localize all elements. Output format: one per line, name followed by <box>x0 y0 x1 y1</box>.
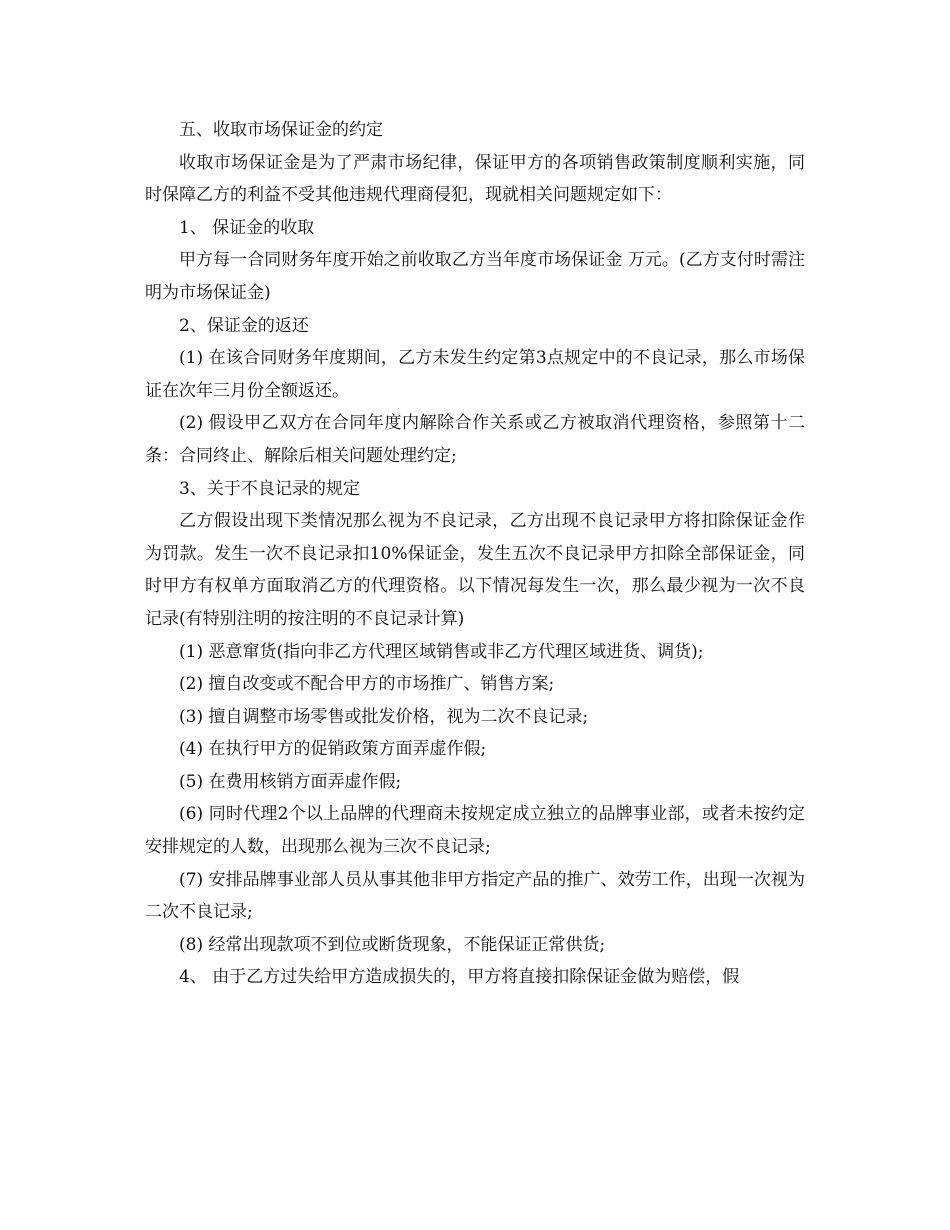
paragraph: 收取市场保证金是为了严肃市场纪律，保证甲方的各项销售政策制度顺利实施，同时保障乙方的利益不受其他违规代理商侵犯，现就相关问题规定如下： <box>145 152 805 206</box>
list-item: (1) 恶意窜货(指向非乙方代理区域销售或非乙方代理区域进货、调货); <box>179 641 704 662</box>
list-item: (8) 经常出现款项不到位或断货现象，不能保证正常供货; <box>179 934 606 955</box>
list-item: (2) 擅自改变或不配合甲方的市场推广、销售方案; <box>179 674 555 695</box>
subsection-heading: 3、关于不良记录的规定 <box>179 478 360 499</box>
subsection-heading: 2、保证金的返还 <box>179 315 309 336</box>
list-item: (4) 在执行甲方的促销政策方面弄虚作假; <box>179 739 487 760</box>
list-item: (1) 在该合同财务年度期间，乙方未发生约定第3点规定中的不良记录，那么市场保证在次年三月份全额返还。 <box>145 348 805 401</box>
list-item: (2) 假设甲乙双方在合同年度内解除合作关系或乙方被取消代理资格，参照第十二条：合同终止、解除后相关问题处理约定; <box>145 413 805 466</box>
subsection-heading: 4、 由于乙方过失给甲方造成损失的，甲方将直接扣除保证金做为赔偿，假 <box>179 967 740 988</box>
section-heading: 五、收取市场保证金的约定 <box>179 120 383 140</box>
list-item: (3) 擅自调整市场零售或批发价格，视为二次不良记录; <box>179 706 589 727</box>
list-item: (7) 安排品牌事业部人员从事其他非甲方指定产品的推广、效劳工作，出现一次视为二次不良记录; <box>145 869 805 923</box>
subsection-heading: 1、 保证金的收取 <box>179 217 315 238</box>
paragraph: 甲方每一合同财务年度开始之前收取乙方当年度市场保证金 万元。(乙方支付时需注明为市场保证金) <box>145 250 805 303</box>
list-item: (6) 同时代理2个以上品牌的代理商未按规定成立独立的品牌事业部，或者未按约定安排规定的人数，出现那么视为三次不良记录; <box>145 804 805 858</box>
paragraph: 乙方假设出现下类情况那么视为不良记录，乙方出现不良记录甲方将扣除保证金作为罚款。发生一次不良记录扣10%保证金，发生五次不良记录甲方扣除全部保证金，同时甲方有权单方面取消乙方的代理资格。以下情况每发生一次，那么最少视为一次不良记录(有特别注明的按注明的不良记录计算) <box>145 511 805 629</box>
document-body <box>145 114 805 994</box>
list-item: (5) 在费用核销方面弄虚作假; <box>179 771 402 792</box>
